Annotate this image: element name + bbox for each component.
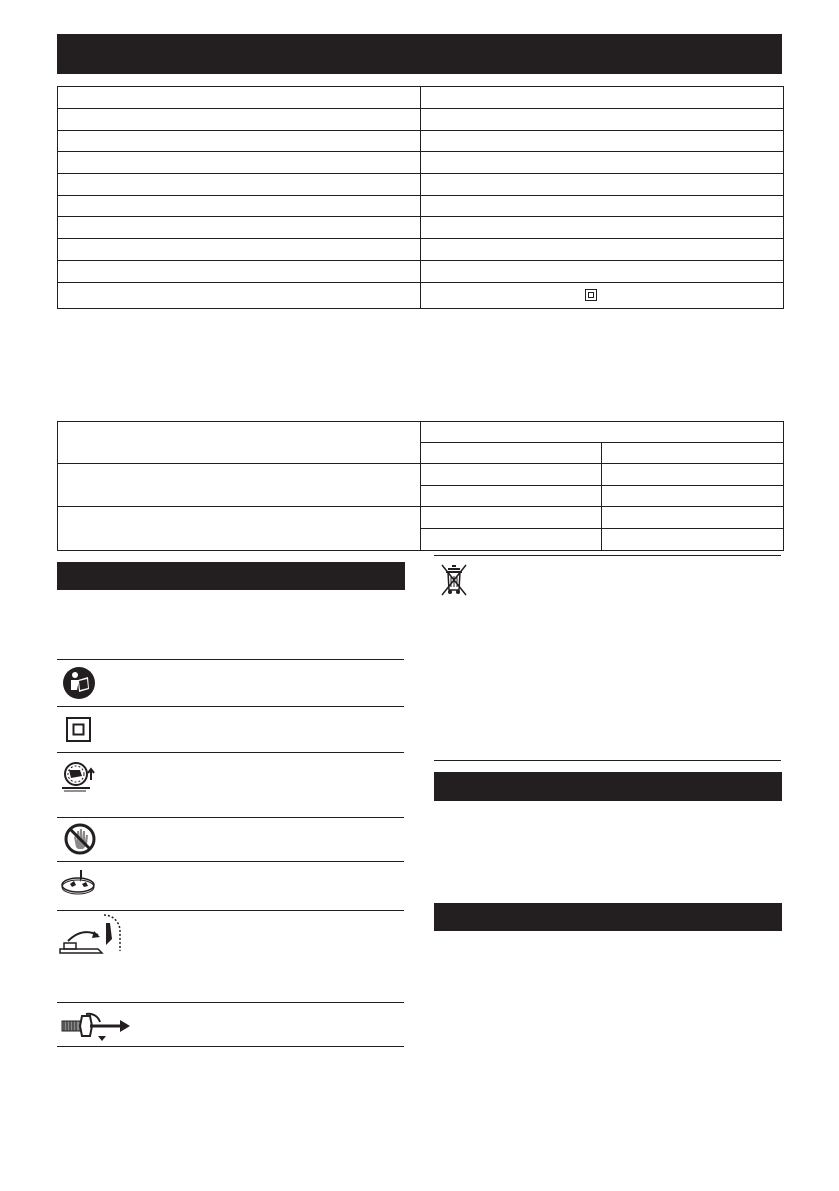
read-manual-icon	[62, 666, 96, 700]
spec-value	[421, 131, 784, 152]
weee-symbol	[440, 563, 468, 602]
noise-cell	[421, 464, 602, 486]
table-row	[58, 87, 784, 109]
divider	[57, 910, 404, 911]
spec-value	[421, 196, 784, 217]
spec-value	[421, 109, 784, 131]
noise-header-right	[421, 422, 784, 443]
table-saw-icon	[60, 866, 96, 896]
noise-group-label	[58, 464, 421, 507]
spec-value	[421, 87, 784, 109]
noise-cell	[421, 529, 602, 551]
symbols-section-bar	[57, 562, 405, 590]
table-row	[58, 174, 784, 196]
divider	[434, 555, 781, 556]
noise-cell	[602, 507, 784, 529]
table-row	[58, 283, 784, 309]
symbol-item	[66, 717, 91, 747]
divider	[434, 760, 781, 761]
spec-label	[58, 283, 421, 309]
blade-lifting-icon	[60, 760, 100, 794]
noise-cell	[421, 486, 602, 507]
table-row	[58, 152, 784, 174]
spec-table	[57, 86, 784, 309]
kickback-icon	[58, 913, 124, 957]
bolt-loosen-icon	[60, 1010, 132, 1042]
table-row	[58, 196, 784, 217]
noise-group-label	[58, 507, 421, 551]
symbol-item	[64, 823, 96, 860]
noise-cell	[602, 464, 784, 486]
crossed-bin-icon	[440, 563, 468, 597]
spec-value	[421, 261, 784, 283]
spec-label	[58, 217, 421, 239]
divider	[57, 752, 404, 753]
table-row	[58, 507, 784, 529]
section-bar-3	[434, 903, 782, 931]
spec-value	[421, 239, 784, 261]
divider	[57, 659, 404, 660]
divider	[57, 817, 404, 818]
table-row	[58, 261, 784, 283]
spec-value	[421, 217, 784, 239]
noise-cell	[602, 529, 784, 551]
table-row	[58, 239, 784, 261]
symbol-item	[58, 913, 124, 962]
double-square-icon	[585, 289, 597, 301]
noise-table	[57, 421, 784, 551]
spec-label	[58, 109, 421, 131]
spec-label	[58, 261, 421, 283]
spec-value-class	[421, 283, 784, 309]
divider	[57, 1002, 404, 1003]
noise-cell	[421, 507, 602, 529]
table-row	[58, 109, 784, 131]
noise-header-left	[58, 422, 421, 464]
symbol-item	[60, 760, 100, 799]
symbol-item	[60, 1010, 132, 1047]
spec-label	[58, 152, 421, 174]
noise-subheader	[602, 443, 784, 464]
spec-value	[421, 152, 784, 174]
noise-cell	[602, 486, 784, 507]
symbol-item	[60, 866, 96, 901]
spec-label	[58, 196, 421, 217]
spec-value	[421, 174, 784, 196]
divider	[57, 861, 404, 862]
spec-label	[58, 131, 421, 152]
no-hands-icon	[64, 823, 96, 855]
section-bar-2	[434, 772, 782, 801]
spec-label	[58, 87, 421, 109]
table-row	[58, 217, 784, 239]
noise-subheader	[421, 443, 602, 464]
table-row	[58, 131, 784, 152]
symbol-item	[62, 666, 96, 705]
divider	[57, 706, 404, 707]
table-row	[58, 422, 784, 443]
spec-label	[58, 174, 421, 196]
table-row	[58, 464, 784, 486]
double-insulation-icon	[66, 717, 91, 742]
spec-label	[58, 239, 421, 261]
header-bar	[57, 34, 782, 74]
